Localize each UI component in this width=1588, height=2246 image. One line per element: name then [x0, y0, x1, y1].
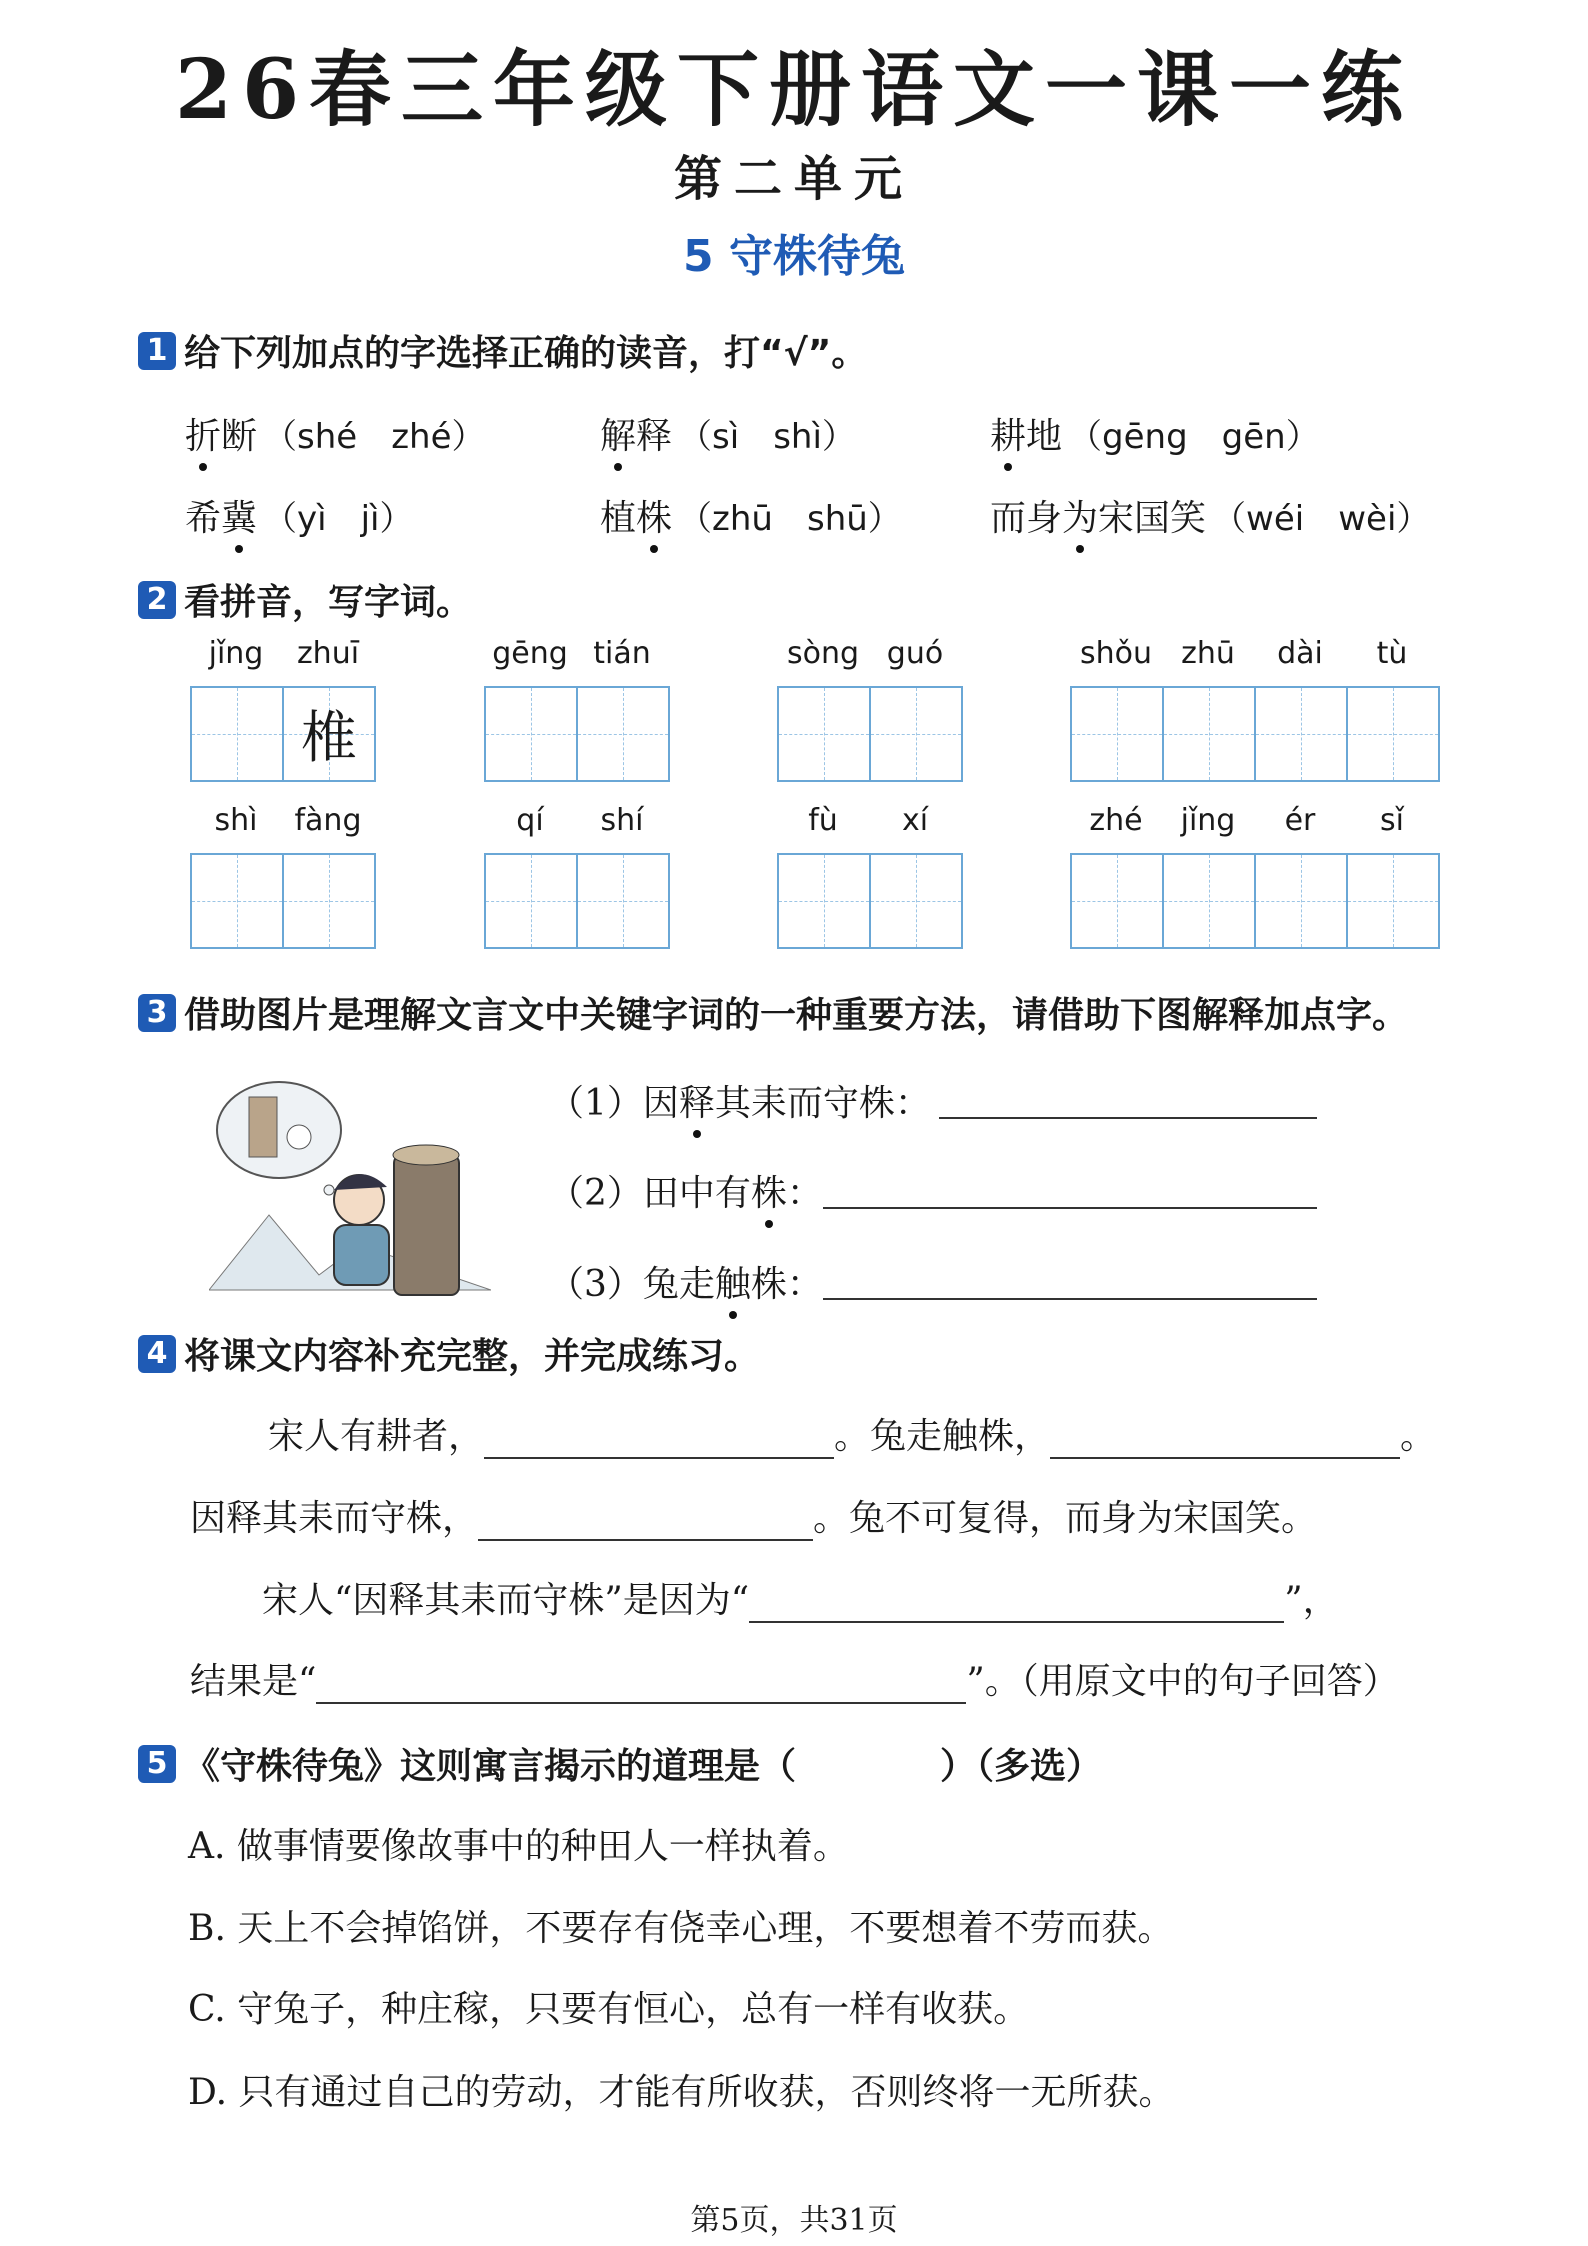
choice-option[interactable]: C. 守兔子，种庄稼，只要有恒心，总有一样有收获。	[188, 1989, 1030, 2030]
writing-cell[interactable]	[578, 688, 668, 780]
pinyin-options[interactable]: （shé zhé）	[263, 417, 486, 457]
pinyin-syllable: fàng	[294, 803, 362, 838]
pinyin-syllable: guó	[886, 636, 944, 671]
writing-cell[interactable]	[284, 688, 374, 780]
reading-choice-item	[600, 490, 902, 541]
writing-cell[interactable]	[779, 855, 871, 947]
text: 。兔不可复得，而身为宋国笑。	[813, 1498, 1318, 1539]
pinyin-syllable: shǒu	[1079, 636, 1152, 671]
pinyin-options[interactable]: （gēng gēn）	[1068, 417, 1320, 457]
writing-cell[interactable]	[192, 688, 284, 780]
pinyin-options[interactable]: （wéi wèi）	[1212, 499, 1431, 539]
answer-blank[interactable]	[316, 1668, 966, 1704]
pinyin-syllable: shí	[600, 803, 644, 838]
question-number-badge: 2	[138, 581, 176, 619]
pinyin-syllable: xí	[901, 803, 929, 838]
fill-line-4	[190, 1653, 1399, 1704]
writing-cell[interactable]	[1164, 855, 1256, 947]
writing-cell[interactable]	[871, 688, 961, 780]
choice-option[interactable]: B. 天上不会掉馅饼，不要存有侥幸心理，不要想着不劳而获。	[188, 1908, 1174, 1949]
emphasized-char: 株	[750, 1173, 787, 1214]
answer-blank[interactable]	[823, 1173, 1317, 1209]
pinyin-row	[484, 636, 668, 671]
question-5-heading	[138, 1738, 1102, 1789]
question-2-heading	[138, 574, 472, 625]
reading-choice-item	[185, 408, 486, 459]
pinyin-syllable: tù	[1376, 636, 1408, 671]
question-prompt: 借助图片是理解文言文中关键字词的一种重要方法，请借助下图解释加点字。	[184, 995, 1409, 1036]
reading-choice-item	[600, 408, 856, 459]
writing-cell[interactable]	[1072, 688, 1164, 780]
writing-cell[interactable]	[192, 855, 284, 947]
writing-cell[interactable]	[1256, 688, 1348, 780]
choice-option[interactable]: D. 只有通过自己的劳动，才能有所收获，否则终将一无所获。	[188, 2072, 1175, 2113]
writing-cell[interactable]	[1348, 855, 1438, 947]
pinyin-syllable: tián	[593, 636, 651, 671]
word-text: 断	[221, 416, 258, 457]
text: 宋人“因释其耒而守株”是因为“	[262, 1580, 750, 1621]
pinyin-syllable: sǐ	[1380, 803, 1404, 838]
lesson-title: 5 守株待兔	[683, 231, 905, 282]
pinyin-options[interactable]: （zhū shū）	[678, 499, 902, 539]
story-illustration	[209, 1075, 491, 1300]
word-text: 而身	[990, 498, 1063, 539]
writing-grid	[484, 853, 670, 949]
writing-cell[interactable]	[1072, 855, 1164, 947]
emphasized-char: 冀	[221, 498, 258, 539]
item-label: （3）兔走	[548, 1264, 715, 1305]
emphasized-char: 折	[185, 416, 222, 457]
question-number-badge: 5	[138, 1745, 176, 1783]
pinyin-syllable: fù	[808, 803, 838, 838]
text: 宋人有耕者，	[268, 1416, 485, 1457]
pinyin-options[interactable]: （yì jì）	[263, 499, 414, 539]
writing-grid	[1070, 686, 1440, 782]
item-label: 其耒而守株：	[714, 1083, 931, 1124]
writing-cell[interactable]	[1164, 688, 1256, 780]
question-prompt: 将课文内容补充完整，并完成练习。	[184, 1336, 761, 1377]
pinyin-syllable: shì	[214, 803, 258, 838]
item-label: ：	[786, 1173, 823, 1214]
emphasized-char: 释	[678, 1083, 715, 1124]
pinyin-syllable: ér	[1284, 803, 1316, 838]
writing-cell[interactable]	[1348, 688, 1438, 780]
question-prompt: 看拼音，写字词。	[184, 582, 473, 623]
pinyin-syllable: gēng	[492, 636, 568, 671]
question-1-heading	[138, 325, 867, 376]
page-title: 26春三年级下册语文一课一练	[174, 42, 1414, 138]
question-number-badge: 4	[138, 1335, 176, 1373]
pinyin-syllable: zhū	[1181, 636, 1235, 671]
emphasized-char: 为	[1062, 498, 1099, 539]
pinyin-row	[190, 636, 374, 671]
text: ”。（用原文中的句子回答）	[966, 1661, 1399, 1702]
text: 结果是“	[190, 1661, 317, 1702]
fill-line-1	[268, 1408, 1436, 1459]
answer-blank[interactable]	[1050, 1423, 1400, 1459]
writing-cell[interactable]	[486, 688, 578, 780]
writing-cell[interactable]	[578, 855, 668, 947]
page-footer: 第5页，共31页	[690, 2203, 898, 2238]
pinyin-syllable: sòng	[786, 636, 860, 671]
answer-blank[interactable]	[939, 1083, 1317, 1119]
pinyin-options[interactable]: （sì shì）	[678, 417, 856, 457]
emphasized-char: 触	[714, 1264, 751, 1305]
question-prompt: 给下列加点的字选择正确的读音，打“√”。	[184, 333, 868, 374]
word-text: 宋国笑	[1098, 498, 1207, 539]
word-text: 地	[1026, 416, 1063, 457]
writing-cell[interactable]	[284, 855, 374, 947]
pinyin-row	[777, 803, 961, 838]
pinyin-syllable: zhé	[1089, 803, 1143, 838]
pinyin-syllable: dài	[1277, 636, 1323, 671]
writing-grid	[1070, 853, 1440, 949]
writing-grid	[190, 853, 376, 949]
answer-blank[interactable]	[478, 1505, 813, 1541]
reading-choice-item	[990, 408, 1320, 459]
question-3-heading	[138, 987, 1408, 1038]
cell-char: 椎	[301, 706, 357, 771]
pinyin-row	[777, 636, 961, 671]
item-label: （2）田中有	[548, 1173, 751, 1214]
word-text: 释	[636, 416, 673, 457]
pinyin-row	[1070, 803, 1438, 838]
emphasized-char: 株	[636, 498, 673, 539]
explain-item	[548, 1075, 931, 1126]
writing-grid	[777, 686, 963, 782]
question-prompt: 《守株待兔》这则寓言揭示的道理是（ ）（多选）	[184, 1746, 1103, 1787]
item-label: 株：	[750, 1264, 823, 1305]
answer-blank[interactable]	[484, 1423, 834, 1459]
emphasized-char: 解	[600, 416, 637, 457]
text: ”，	[1284, 1580, 1339, 1621]
text: 。兔走触株，	[834, 1416, 1051, 1457]
answer-blank[interactable]	[749, 1587, 1284, 1623]
writing-cell[interactable]	[1256, 855, 1348, 947]
pinyin-syllable: qí	[516, 803, 544, 838]
pinyin-row	[484, 803, 668, 838]
question-4-heading	[138, 1328, 760, 1379]
explain-item	[548, 1256, 823, 1307]
pinyin-syllable: jǐng	[208, 636, 264, 671]
writing-grid	[190, 686, 376, 782]
pinyin-row	[1070, 636, 1438, 671]
answer-blank[interactable]	[823, 1264, 1317, 1300]
fill-line-3	[262, 1572, 1339, 1623]
unit-title: 第二单元	[673, 151, 914, 207]
pinyin-row	[190, 803, 374, 838]
writing-cell[interactable]	[779, 688, 871, 780]
choice-option[interactable]: A. 做事情要像故事中的种田人一样执着。	[188, 1826, 849, 1867]
writing-cell[interactable]	[486, 855, 578, 947]
reading-choice-item	[185, 490, 414, 541]
pinyin-syllable: zhuī	[296, 636, 360, 671]
pinyin-syllable: jǐng	[1180, 803, 1236, 838]
question-number-badge: 3	[138, 994, 176, 1032]
word-text: 植	[600, 498, 637, 539]
item-label: （1）因	[548, 1083, 679, 1124]
reading-choice-item	[990, 490, 1430, 541]
fill-line-2	[190, 1490, 1317, 1541]
writing-grid	[484, 686, 670, 782]
word-text: 希	[185, 498, 222, 539]
writing-cell[interactable]	[871, 855, 961, 947]
text: 因释其耒而守株，	[190, 1498, 479, 1539]
question-number-badge: 1	[138, 332, 176, 370]
text: 。	[1400, 1416, 1437, 1457]
emphasized-char: 耕	[990, 416, 1027, 457]
writing-grid	[777, 853, 963, 949]
explain-item	[548, 1165, 823, 1216]
